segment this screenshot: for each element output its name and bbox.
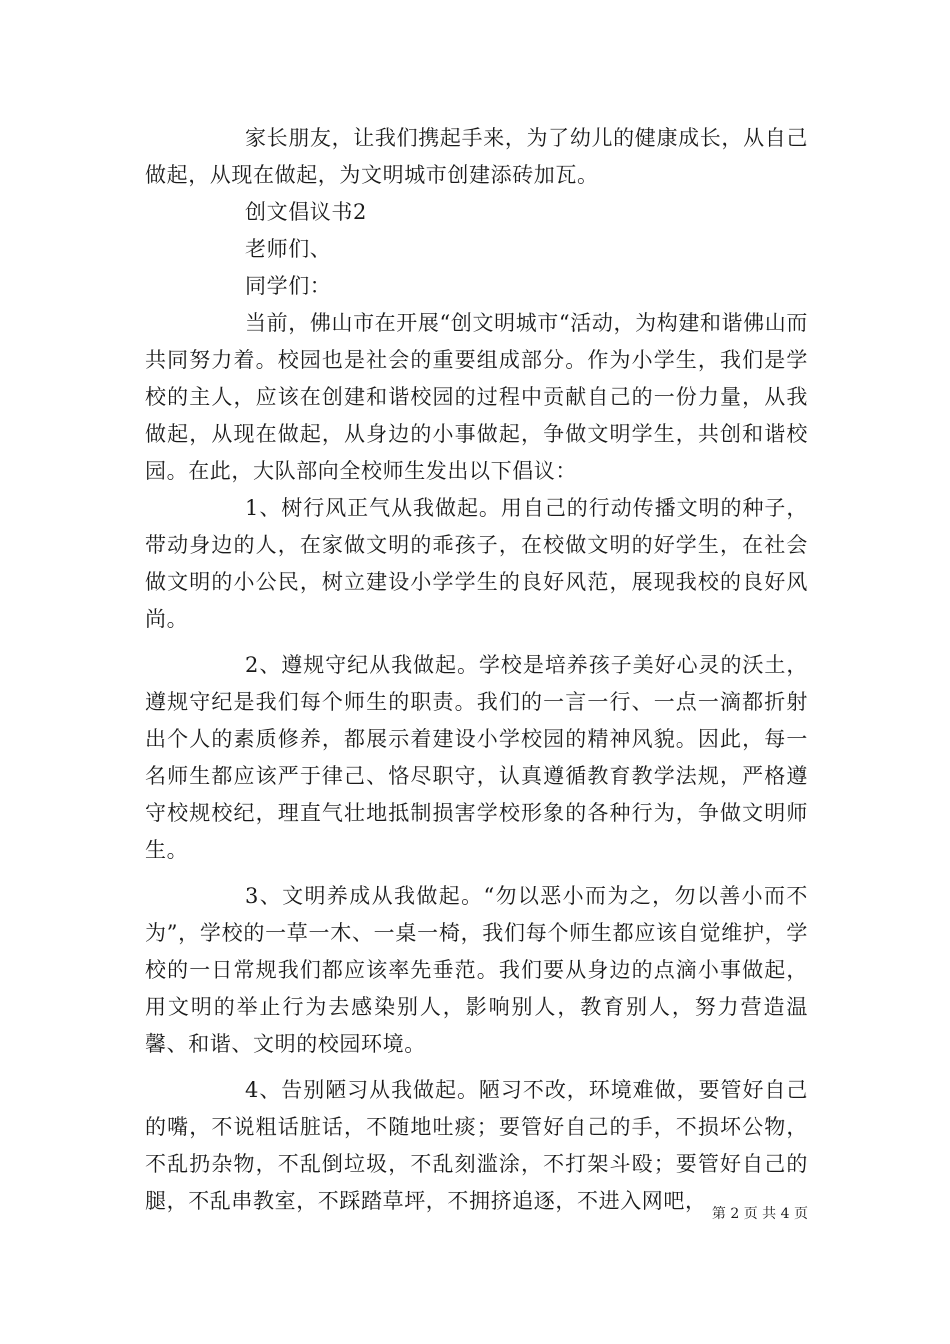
- salutation-teachers: 老师们、: [245, 237, 332, 261]
- proposal-item-3: 3、文明养成从我做起。“勿以恶小而为之，勿以善小而不为”，学校的一草一木、一桌一椅，我们每个师生都应该自觉维护，学校的一日常规我们都应该率先垂范。我们要从身边的点滴小事做起，用文明的举止行为去感染别人，影响别人，教育别人，努力营造温馨、和谐、文明的校园环境。: [145, 884, 808, 1056]
- page-number: 第 2 页 共 4 页: [711, 1206, 808, 1222]
- proposal-item-2: 2、遵规守纪从我做起。学校是培养孩子美好心灵的沃土，遵规守纪是我们每个师生的职责。我们的一言一行、一点一滴都折射出个人的素质修养，都展示着建设小学校园的精神风貌。因此，每一名师生都应该严于律己、恪尽职守，认真遵循教育教学法规，严格遵守校规校纪，理直气壮地抵制损害学校形象的各种行为，争做文明师生。: [145, 653, 808, 862]
- section-title: 创文倡议书2: [245, 200, 367, 224]
- document-body: [145, 120, 808, 1220]
- salutation-students: 同学们：: [245, 274, 332, 298]
- paragraph-intro: 当前，佛山市在开展“创文明城市“活动，为构建和谐佛山而共同努力着。校园也是社会的重要组成部分。作为小学生，我们是学校的主人，应该在创建和谐校园的过程中贡献自己的一份力量，从我做起，从现在做起，从身边的小事做起，争做文明学生，共创和谐校园。在此，大队部向全校师生发出以下倡议：: [145, 311, 808, 483]
- proposal-item-4: 4、告别陋习从我做起。陋习不改，环境难做，要管好自己的嘴，不说粗话脏话，不随地吐痰；要管好自己的手，不损坏公物，不乱扔杂物，不乱倒垃圾，不乱刻滥涂，不打架斗殴；要管好自己的腿，不乱串教室，不踩踏草坪，不拥挤追逐，不进入网吧，: [145, 1078, 808, 1213]
- paragraph-closing: 家长朋友，让我们携起手来，为了幼儿的健康成长，从自己做起，从现在做起，为文明城市创建添砖加瓦。: [145, 126, 808, 187]
- proposal-item-1: 1、树行风正气从我做起。用自己的行动传播文明的种子，带动身边的人，在家做文明的乖孩子，在校做文明的好学生，在社会做文明的小公民，树立建设小学学生的良好风范，展现我校的良好风尚。: [145, 496, 808, 631]
